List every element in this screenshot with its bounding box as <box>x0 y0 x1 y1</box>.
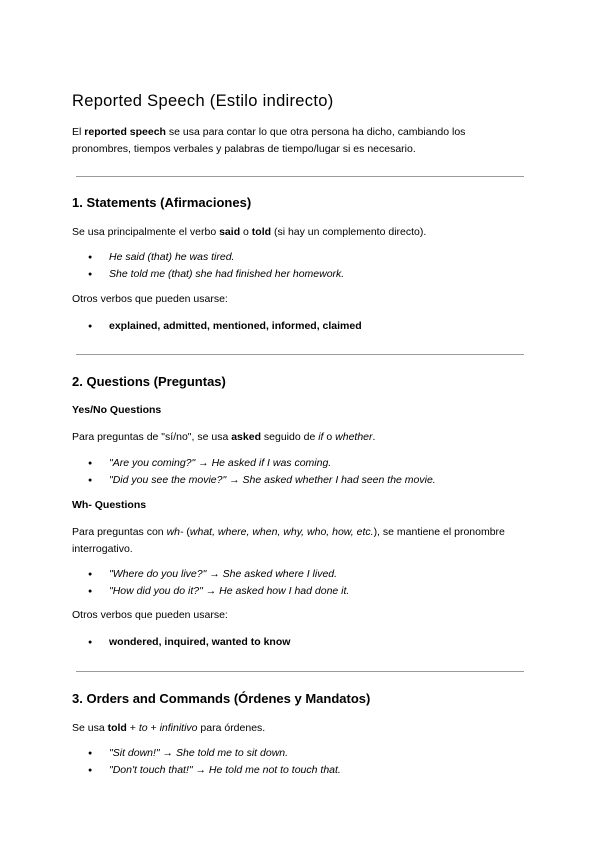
list-item: ● "Where do you live?" → She asked where I lived. <box>72 566 349 583</box>
list-item: ● "Sit down!" → She told me to sit down. <box>72 745 341 762</box>
statements-examples-list <box>72 249 344 283</box>
divider <box>76 671 524 672</box>
section-heading-orders: 3. Orders and Commands (Órdenes y Mandatos) <box>72 691 371 706</box>
divider <box>76 354 524 355</box>
questions-other-verbs-list <box>72 634 290 651</box>
statements-paragraph: Se usa principalmente el verbo said o told (si hay un complemento directo). <box>72 226 427 238</box>
wh-examples-list <box>72 566 349 600</box>
list-item: ● explained, admitted, mentioned, informed, claimed <box>72 318 362 335</box>
statements-other-verbs-list <box>72 318 362 335</box>
divider <box>76 176 524 177</box>
orders-examples-list <box>72 745 341 779</box>
list-item: ● "Are you coming?" → He asked if I was coming. <box>72 455 436 472</box>
statements-other-verbs-label: Otros verbos que pueden usarse: <box>72 293 228 305</box>
subheading-wh-questions: Wh- Questions <box>72 499 147 511</box>
subheading-yes-no-questions: Yes/No Questions <box>72 404 162 416</box>
questions-other-verbs-label: Otros verbos que pueden usarse: <box>72 609 228 621</box>
list-item: ● She told me (that) she had finished her homework. <box>72 266 344 283</box>
list-item: ● "Did you see the movie?" → She asked whether I had seen the movie. <box>72 472 436 489</box>
orders-paragraph: Se usa told + to + infinitivo para órdenes. <box>72 722 266 734</box>
yes-no-examples-list <box>72 455 436 489</box>
yes-no-paragraph: Para preguntas de "sí/no", se usa asked seguido de if o whether. <box>72 431 376 443</box>
list-item: ● "Don't touch that!" → He told me not to touch that. <box>72 762 341 779</box>
list-item: ● "How did you do it?" → He asked how I had done it. <box>72 583 349 600</box>
section-heading-questions: 2. Questions (Preguntas) <box>72 374 226 389</box>
section-heading-statements: 1. Statements (Afirmaciones) <box>72 195 252 210</box>
intro-paragraph: El reported speech se usa para contar lo que otra persona ha dicho, cambiando los pronombres, tiempos verbales y palabras de tiempo/lugar si es necesario. <box>72 126 466 155</box>
wh-paragraph: Para preguntas con wh- (what, where, when, why, who, how, etc.), se mantiene el pronombre interrogativo. <box>72 526 505 555</box>
page-title: Reported Speech (Estilo indirecto) <box>72 92 334 110</box>
list-item: ● He said (that) he was tired. <box>72 249 344 266</box>
list-item: ● wondered, inquired, wanted to know <box>72 634 290 651</box>
